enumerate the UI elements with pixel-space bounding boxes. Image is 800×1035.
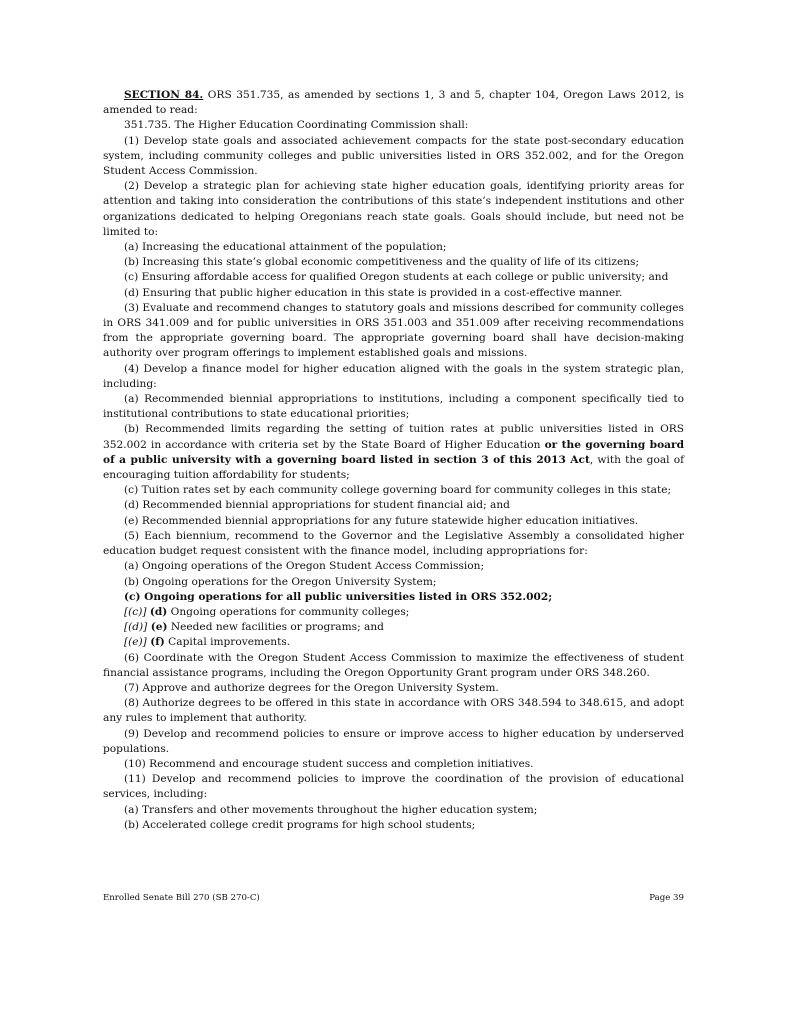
section-intro: ORS 351.735, as amended by sections 1, 3 and 5, chapter 104, Oregon Laws 2012, is amended to read: (103, 89, 684, 117)
paragraph-11a: (a) Transfers and other movements throughout the higher education system; (124, 803, 538, 816)
paragraph-4: (4) Develop a finance model for higher education aligned with the goals in the system strategic plan, including: (103, 362, 684, 390)
paragraph-1: (1) Develop state goals and associated achievement compacts for the state post-secondary education system, including community colleges and public universities listed in ORS 352.002, and for the Oregon Student Access Commission. (103, 134, 684, 178)
deleted-marker: [(e)] (124, 636, 147, 649)
new-marker: (e) (150, 621, 168, 634)
paragraph-4b (103, 422, 684, 483)
footer-page-number: Page 39 (649, 893, 684, 903)
paragraph-9: (9) Develop and recommend policies to ensure or improve access to higher education by underserved populations. (103, 727, 684, 755)
paragraph-4d: (d) Recommended biennial appropriations for student financial aid; and (124, 499, 510, 512)
paragraph-3: (3) Evaluate and recommend changes to statutory goals and missions described for community colleges in ORS 341.009 and for public universities in ORS 351.003 and 351.009 after receiving recommendations from the appropriate governing board. The appropriate governing board shall have decision-making authority over program offerings to implement established goals and missions. (103, 301, 684, 360)
paragraph-5f (103, 635, 684, 650)
section-heading: SECTION 84. (124, 89, 204, 101)
paragraph-2: (2) Develop a strategic plan for achieving state higher education goals, identifying priority areas for attention and taking into consideration the contributions of this state’s independent institutions and other organizations dedicated to helping Oregonians reach state goals. Goals should include, but need not be limited to: (103, 180, 684, 238)
paragraph-4c: (c) Tuition rates set by each community college governing board for community colleges in this state; (124, 484, 672, 497)
paragraph-2d: (d) Ensuring that public higher education in this state is provided in a cost-effective manner. (124, 286, 623, 299)
paragraph-4e: (e) Recommended biennial appropriations for any future statewide higher education initiatives. (124, 514, 639, 527)
paragraph-5a: (a) Ongoing operations of the Oregon Student Access Commission; (124, 560, 485, 573)
paragraph-6: (6) Coordinate with the Oregon Student Access Commission to maximize the effectiveness of student financial assistance programs, including the Oregon Opportunity Grant program under ORS 348.260. (103, 651, 684, 679)
paragraph-5e (103, 620, 684, 635)
paragraph-5: (5) Each biennium, recommend to the Governor and the Legislative Assembly a consolidated higher education budget request consistent with the finance model, including appropriations for: (103, 529, 684, 558)
new-marker: (f) (150, 636, 165, 649)
paragraph-2c: (c) Ensuring affordable access for qualified Oregon students at each college or public university; and (124, 271, 669, 284)
paragraph-5e-text: Needed new facilities or programs; and (167, 621, 384, 634)
paragraph-5f-text: Capital improvements. (164, 636, 291, 649)
paragraph-5d (103, 605, 684, 620)
paragraph-5c: (c) Ongoing operations for all public universities listed in ORS 352.002; (124, 590, 553, 603)
paragraph-7: (7) Approve and authorize degrees for the Oregon University System. (124, 681, 499, 694)
deleted-marker: [(c)] (124, 605, 147, 618)
paragraph-11: (11) Develop and recommend policies to improve the coordination of the provision of educational services, including: (103, 773, 684, 801)
deleted-marker: [(d)] (124, 621, 148, 634)
paragraph-11b: (b) Accelerated college credit programs for high school students; (124, 818, 476, 831)
paragraph-4b-amendment: or the governing board of a public university with a governing board listed in section 3 of this 2013 Act (103, 438, 684, 466)
section-paragraph (103, 88, 684, 118)
paragraph-10: (10) Recommend and encourage student success and completion initiatives. (124, 757, 534, 770)
page-footer (103, 893, 684, 903)
paragraph-5d-text: Ongoing operations for community colleges; (167, 605, 410, 618)
paragraph-2a: (a) Increasing the educational attainment of the population; (124, 241, 447, 254)
new-marker: (d) (149, 605, 168, 618)
paragraph-4a: (a) Recommended biennial appropriations to institutions, including a component specifically tied to institutional contributions to state educational priorities; (103, 393, 684, 421)
footer-bill-title: Enrolled Senate Bill 270 (SB 270-C) (103, 893, 260, 903)
document-body (103, 88, 684, 833)
statute-lead: 351.735. The Higher Education Coordinating Commission shall: (124, 119, 469, 132)
paragraph-4b-start: (b) Recommended limits regarding the setting of tuition rates at public universities listed in ORS 352.002 in accordance with criteria set by the State Board of Higher Education (103, 423, 684, 451)
paragraph-4b-end: , with the goal of encouraging tuition affordability for students; (103, 453, 684, 482)
paragraph-5b: (b) Ongoing operations for the Oregon University System; (124, 575, 437, 588)
paragraph-2b: (b) Increasing this state’s global economic competitiveness and the quality of life of its citizens; (124, 256, 640, 269)
paragraph-8: (8) Authorize degrees to be offered in this state in accordance with ORS 348.594 to 348.615, and adopt any rules to implement that authority. (103, 697, 684, 725)
